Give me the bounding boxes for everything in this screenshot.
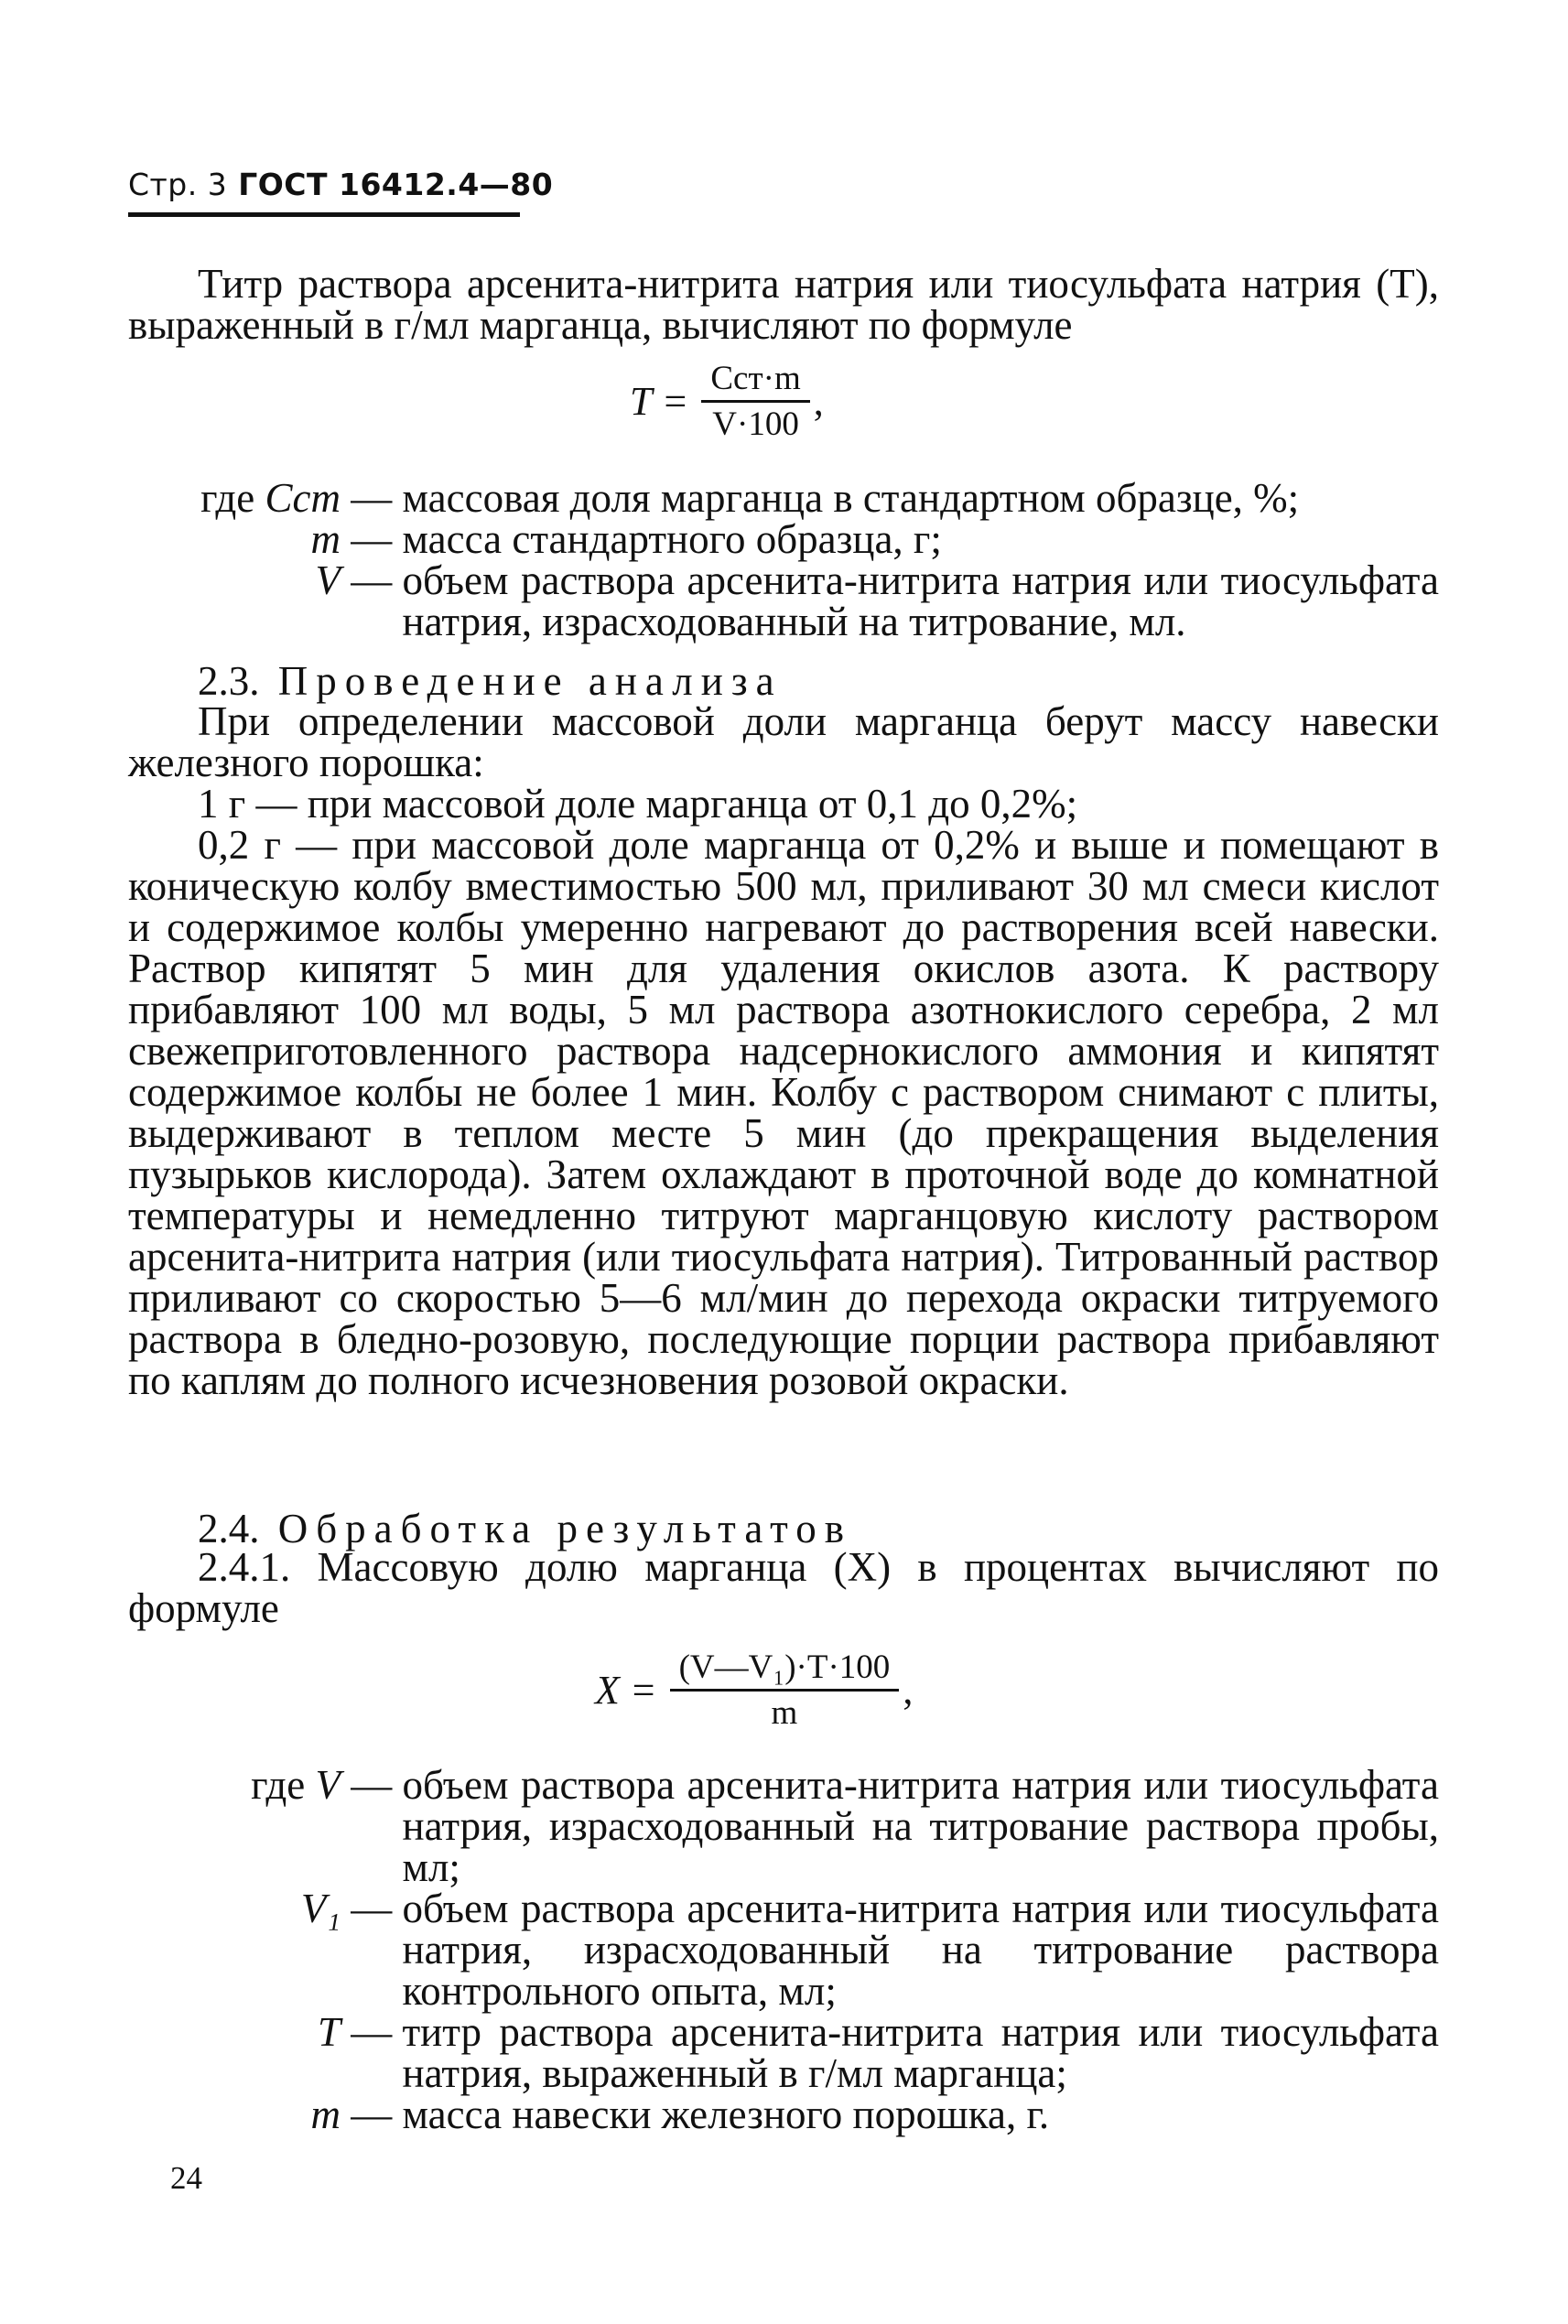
definition-symbol: где V [251,1762,341,1808]
definition-row [128,1888,1439,2012]
definition-text: титр раствора арсенита-нитрита натрия или тиосульфата натрия, выраженный в г/мл марганца; [402,2009,1439,2096]
formula-denominator: V·100 [712,405,799,443]
formula-tail: , [903,1668,914,1713]
paragraph-procedure: 0,2 г — при массовой доле марганца от 0,2% и выше и помещают в коническую колбу вместимостью 500 мл, приливают 30 мл смеси кислот и содержимое колбы умеренно нагревают до растворения всей навески. Раствор кипятят 5 мин для удаления окислов азота. К раствору прибавляют 100 мл воды, 5 мл раствора азотнокислого серебра, 2 мл свежеприготовленного раствора надсернокислого аммония и кипятят содержимое колбы не более 1 мин. Колбу с раствором снимают с плиты, выдерживают в теплом месте 5 мин (до прекращения выделения пузырьков кислорода). Затем охлаждают в проточной воде до комнатной температуры и немедленно титруют марганцовую кислоту раствором арсенита-нитрита натрия (или тиосульфата натрия). Титрованный раствор приливают со скоростью 5—6 мл/мин до перехода окраски титруемого раствора в бледно-розовую, последующие порции раствора прибавляют по каплям до полного исчезновения розовой окраски. [128,822,1439,1403]
definition-row [128,2094,1439,2135]
formula-denominator: m [771,1694,798,1732]
formula-fraction [670,1648,900,1733]
formula-lhs: X = [595,1668,657,1713]
definition-text: объем раствора арсенита-нитрита натрия или тиосульфата натрия, израсходованный на титрование раствора пробы, мл; [402,1762,1439,1890]
formula-lhs: T = [630,379,689,424]
definition-symbol: m [310,516,341,562]
definition-dash: — [341,1762,403,1808]
definition-symbol: m [310,2092,341,2137]
definition-dash: — [341,516,403,562]
paragraph-sample-mass: При определении массовой доли марганца берут массу навески железного порошка: [128,698,1439,785]
formula-tail: , [813,379,824,424]
formula-fraction [701,359,809,444]
section-title: Обработка результатов [277,1506,852,1551]
definitions-list-1 [128,475,1439,644]
definition-dash: — [341,1886,403,1931]
definition-row [128,516,1439,562]
definition-dash: — [341,475,403,521]
definition-text: объем раствора арсенита-нитрита натрия или тиосульфата натрия, израсходованный на титрование раствора контрольного опыта, мл; [402,1886,1439,2014]
definition-symbol: где Cст [200,475,341,521]
definition-row [128,557,1439,644]
definitions-list-2 [128,1762,1439,2137]
formula-numerator: (V—V₁)·T·100 [670,1648,900,1692]
paragraph-2-4-1: 2.4.1. Массовую долю марганца (X) в процентах вычисляют по формуле [128,1544,1439,1631]
definition-symbol: V₁ [300,1886,341,1931]
section-title: Проведение анализа [277,658,783,704]
definition-dash: — [341,2092,403,2137]
definition-dash: — [341,2009,403,2055]
definition-row [128,2009,1439,2096]
definition-text: масса навески железного порошка, г. [402,2092,1050,2137]
definition-symbol: V [315,557,341,603]
section-number: 2.4. [198,1506,260,1551]
page-number: 24 [170,2160,202,2196]
definition-text: объем раствора арсенита-нитрита натрия или тиосульфата натрия, израсходованный на титрование, мл. [402,557,1439,644]
page-header [128,167,553,202]
definition-text: масса стандартного образца, г; [402,516,942,562]
formula-manganese [595,1648,913,1733]
section-number: 2.3. [198,658,260,704]
standard-number: ГОСТ 16412.4—80 [238,167,554,202]
definition-dash: — [341,557,403,603]
formula-titre [630,359,824,444]
formula-numerator: Cст·m [701,359,809,403]
definition-symbol: T [317,2009,341,2055]
intro-paragraph: Титр раствора арсенита-нитрита натрия или тиосульфата натрия (T), выраженный в г/мл марганца, вычисляют по формуле [128,261,1439,348]
header-rule [128,212,520,217]
paragraph-mass-1g: 1 г — при массовой доле марганца от 0,1 до 0,2%; [198,781,1078,827]
definition-text: массовая доля марганца в стандартном образце, %; [402,475,1300,521]
definition-row [128,475,1439,521]
page-label: Стр. 3 [128,167,228,202]
definition-row [128,1762,1439,1890]
